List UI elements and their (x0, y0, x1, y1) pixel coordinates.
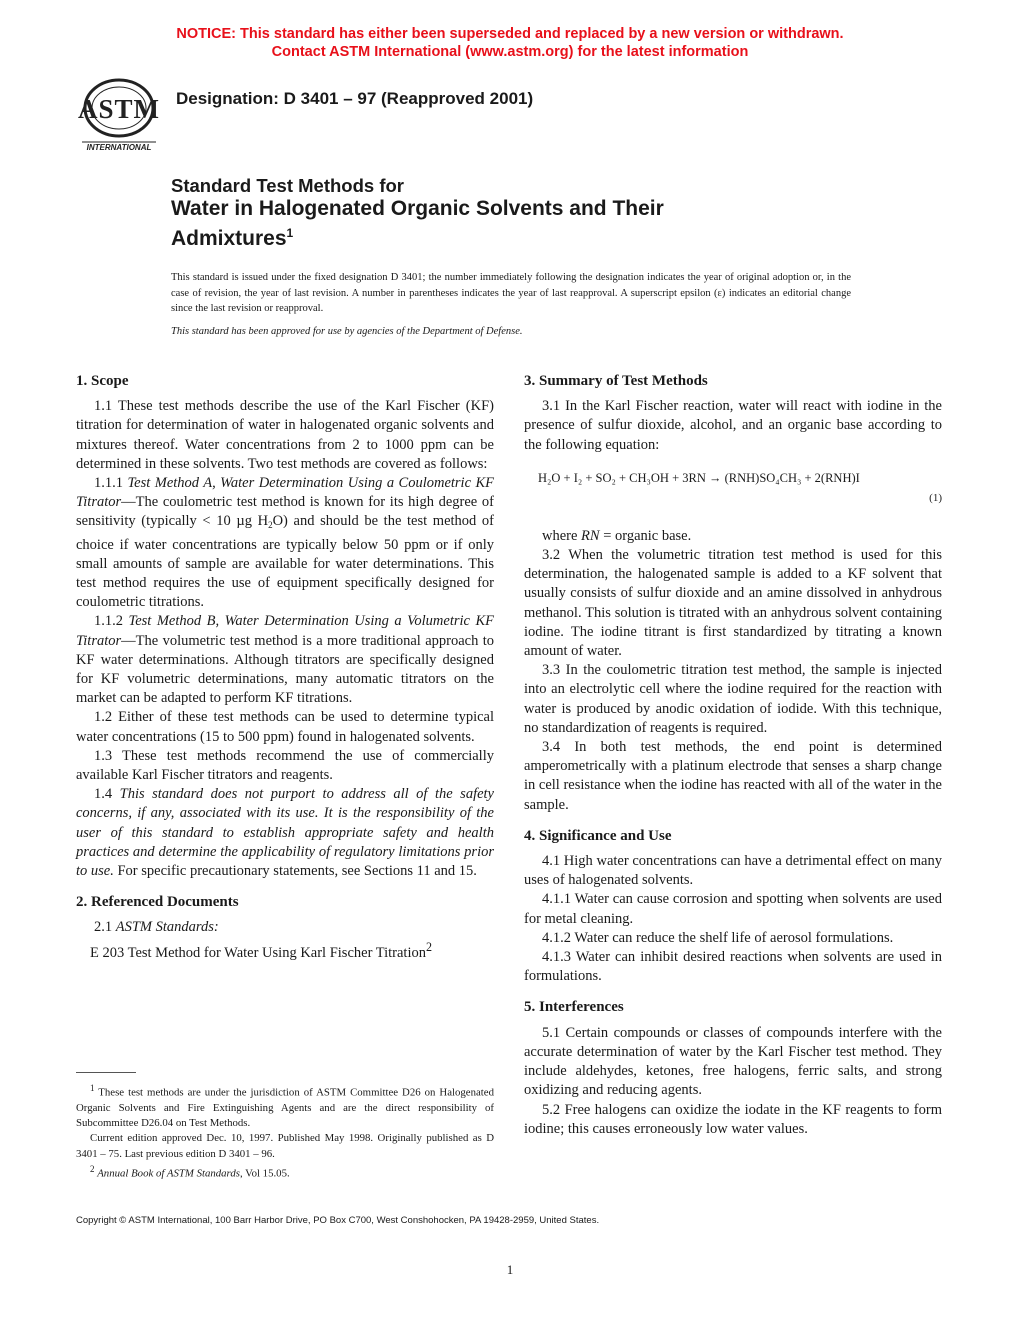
para-4-1-2: 4.1.2 Water can reduce the shelf life of aerosol formulations. (542, 929, 894, 946)
para-5-2: 5.2 Free halogens can oxidize the iodate in the KF reagents to form iodine; this causes erroneously low water values. (524, 1101, 942, 1137)
notice-line-1: NOTICE: This standard has either been superseded and replaced by a new version or withdrawn. (176, 26, 844, 42)
reference-e203-text: E 203 Test Method for Water Using Karl Fischer Titration (90, 944, 426, 961)
equation-number: (1) (929, 491, 942, 504)
para-4-1: 4.1 High water concentrations can have a detrimental effect on many uses of halogenated solvents. (524, 853, 942, 889)
para-2-1 (76, 918, 494, 937)
para-1-4-number: 1.4 (94, 786, 120, 803)
svg-text:ASTM: ASTM (77, 94, 161, 124)
title-line-2: Water in Halogenated Organic Solvents and Their (171, 197, 664, 220)
para-3-4: 3.4 In both test methods, the end point is determined amperometrically with a platinum electrode that senses a sharp change in cell resistance when the iodine has reacted with all of the water in the sample. (524, 739, 942, 813)
footnote-1-text: These test methods are under the jurisdiction of ASTM Committee D26 on Halogenated Organic Solvents and Fire Extinguishing Agents and are the direct responsibility of Subcommittee D26.04 on Test Methods. (76, 1086, 494, 1130)
footnote-divider (76, 1072, 136, 1073)
para-1-1-2-title: Test Method B, Water Determination Using a Volumetric KF Titrator (76, 613, 494, 649)
section-2-heading: 2. Referenced Documents (76, 894, 239, 911)
para-1-1-1-title: Test Method A, Water Determination Using a Coulometric KF Titrator (76, 475, 494, 511)
footnote-2-text: , Vol 15.05. (239, 1167, 290, 1180)
para-1-1-2-number: 1.1.2 (94, 613, 129, 630)
reference-e203-footnote-mark: 2 (426, 939, 433, 954)
footnote-2-title: Annual Book of ASTM Standards (97, 1167, 240, 1180)
dod-approval-note: This standard has been approved for use by agencies of the Department of Defense. (171, 326, 523, 337)
para-2-1-title: ASTM Standards: (115, 919, 219, 936)
para-4-1-3: 4.1.3 Water can inhibit desired reactions when solvents are used in formulations. (524, 949, 942, 985)
notice-line-2: Contact ASTM International (www.astm.org) for the latest information (271, 44, 749, 60)
footnote-1-mark: 1 (90, 1083, 95, 1093)
astm-logo (74, 76, 164, 154)
para-5-1: 5.1 Certain compounds or classes of compounds interfere with the accurate determination of water by the Karl Fischer test method. They include aldehydes, ketones, free halogens, ferric salts, and strong oxidizing and reducing agents. (524, 1024, 942, 1099)
preamble-paragraph: This standard is issued under the fixed designation D 3401; the number immediately following the designation indicates the year of original adoption or, in the case of revision, the year of last revision. A number in parentheses indicates the year of last reapproval. A superscript epsilon (ε) indicates an editorial change since the last revision or reapproval. (171, 272, 851, 314)
reference-e203 (76, 938, 494, 963)
footnote-2 (76, 1162, 494, 1182)
right-column (524, 372, 942, 1139)
para-1-1-2-text: —The volumetric test method is a more traditional approach to KF water determinations. Although titrators are specifically designed for KF volumetric determinations, many automatic titrators on the market can be adapted to perform KF titrations. (76, 632, 494, 707)
para-1-3: 1.3 These test methods recommend the use of commercially available Karl Fischer titrators and reagents. (76, 747, 494, 784)
standard-title (171, 175, 871, 251)
para-4-1-1: 4.1.1 Water can cause corrosion and spotting when solvents are used for metal cleaning. (524, 891, 942, 927)
svg-text:INTERNATIONAL: INTERNATIONAL (86, 143, 152, 152)
astm-logo-graphic (74, 76, 164, 154)
section-3-heading: 3. Summary of Test Methods (524, 373, 708, 389)
page-number: 1 (506, 1262, 514, 1277)
section-5-heading: 5. Interferences (524, 999, 624, 1016)
footnotes (76, 1081, 494, 1182)
para-1-1-2 (76, 612, 494, 708)
designation: Designation: D 3401 – 97 (Reapproved 2001) (176, 89, 534, 108)
copyright-line: Copyright © ASTM International, 100 Barr Harbor Drive, PO Box C700, West Conshohocken, PA 19428-2959, United States. (76, 1215, 600, 1226)
equation-where (524, 527, 942, 546)
para-1-1-1-number: 1.1.1 (94, 475, 128, 492)
equation-text: H₂O + I₂ + SO₂ + CH₃OH + 3RN → (RNH)SO₄CH₃ + 2(RNH)I (538, 470, 860, 485)
where-label: where (542, 527, 582, 544)
footnote-1 (76, 1081, 494, 1131)
para-3-2: 3.2 When the volumetric titration test method is used for this determination, the halogenated sample is added to a KF solvent that usually consists of sulfur dioxide and an amine dissolved in anhydrous methanol. This solution is titrated with an anhydrous solvent containing iodine. The iodine titrant is first standardized by titrating a known amount of water. (524, 547, 942, 660)
para-1-2: 1.2 Either of these test methods can be used to determine typical water concentrations (15 to 500 ppm) found in halogenated solvents. (76, 709, 494, 745)
left-column (76, 372, 494, 963)
title-line-3 (171, 221, 871, 251)
where-definition: = organic base. (599, 527, 692, 544)
title-footnote-mark: 1 (286, 226, 294, 240)
footnote-2-mark: 2 (90, 1164, 95, 1175)
section-4-heading: 4. Significance and Use (524, 827, 672, 844)
para-3-3: 3.3 In the coulometric titration test method, the sample is injected into an electrolytic cell where the iodine required for the reaction with water is produced by anodic oxidation of iodide. With this technique, no standardization of reagents is required. (524, 662, 942, 736)
title-line-1: Standard Test Methods for (171, 175, 404, 196)
section-1-heading: 1. Scope (76, 373, 129, 389)
para-3-1: 3.1 In the Karl Fischer reaction, water will react with iodine in the presence of sulfur dioxide, alcohol, and an organic base according to the following equation: (524, 398, 942, 453)
karl-fischer-equation (524, 459, 942, 519)
para-1-4-text: For specific precautionary statements, see Sections 11 and 15. (113, 863, 477, 880)
footnote-1-edition: Current edition approved Dec. 10, 1997. Published May 1998. Originally published as D 3401 – 75. Last previous edition D 3401 – 96. (76, 1132, 494, 1160)
para-1-1: 1.1 These test methods describe the use of the Karl Fischer (KF) titration for determination of water in halogenated organic solvents and mixtures thereof. Water concentrations from 2 to 1000 ppm can be determined in these solvents. Two test methods are covered as follows: (76, 398, 494, 472)
where-symbol: RN (581, 527, 600, 544)
para-1-4 (76, 785, 494, 881)
para-2-1-number: 2.1 (94, 919, 116, 936)
para-1-1-1-text-a: —The coulometric test method is known for its high degree of sensitivity (typically < 10 µg H (76, 494, 494, 530)
title-line-3-text: Admixtures (171, 227, 287, 250)
withdrawal-notice (0, 25, 1020, 61)
para-1-1-1 (76, 474, 494, 612)
para-1-4-safety-text: This standard does not purport to address all of the safety concerns, if any, associated with its use. It is the responsibility of the user of this standard to establish appropriate safety and health practices and determine the applicability of regulatory limitations prior to use. (76, 786, 494, 880)
para-1-1-1-subscript: 2 (268, 520, 273, 531)
para-1-1-1-text-b: O) and should be the test method of choice if water concentrations are typically below 50 ppm or if only small amounts of sample are available for water determinations. This test method requires the use of equipment specifically designed for coulometric titrations. (76, 513, 494, 611)
